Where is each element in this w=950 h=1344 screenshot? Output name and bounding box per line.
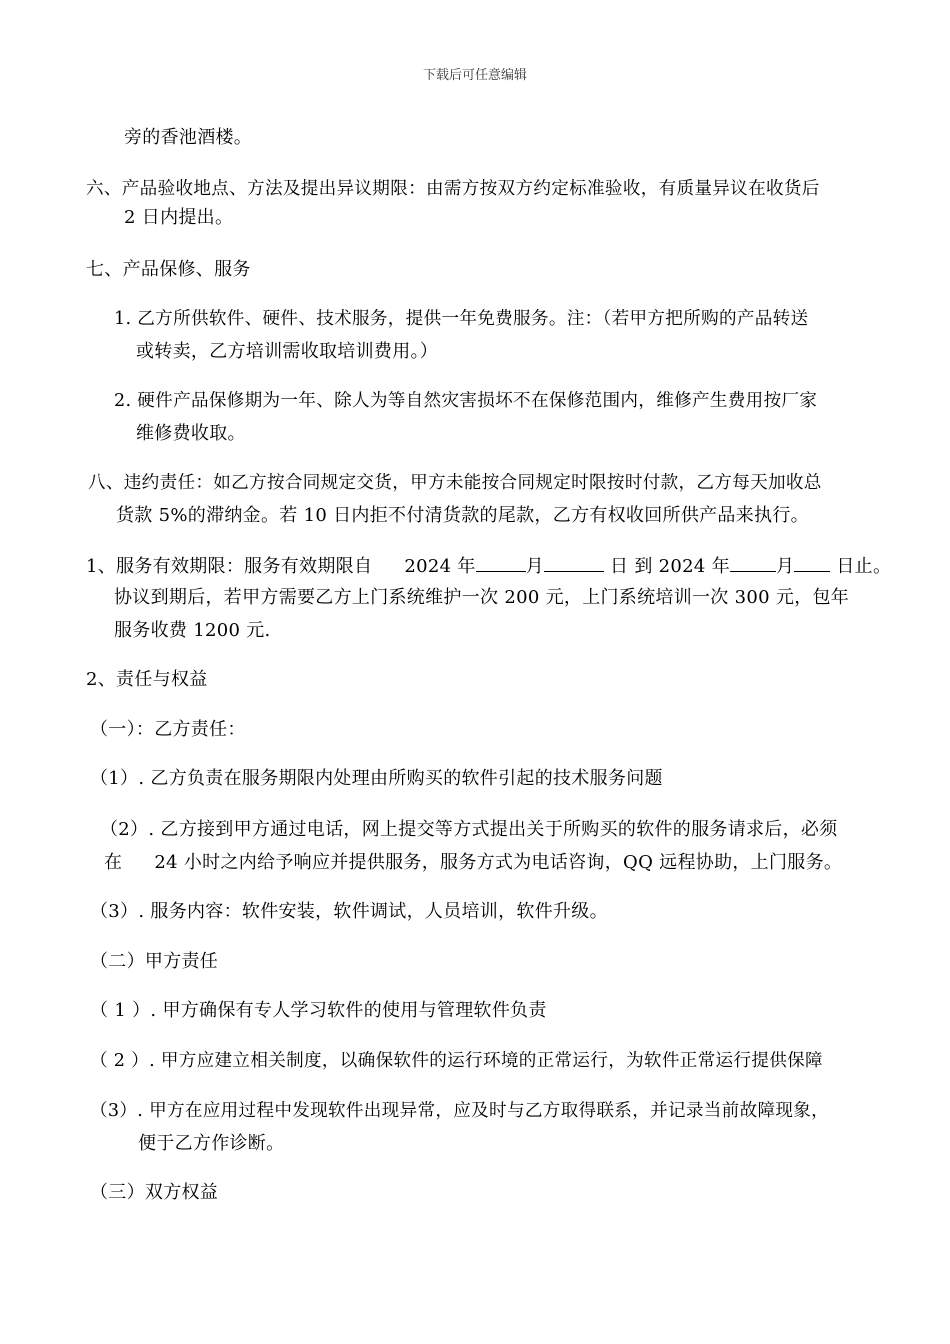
text-line: 协议到期后，若甲方需要乙方上门系统维护一次 200 元，上门系统培训一次 300 元，包年	[114, 587, 850, 608]
list-item: （2）. 乙方接到甲方通过电话，网上提交等方式提出关于所购买的软件的服务请求后，必须	[100, 819, 838, 840]
month-label: 月	[776, 556, 795, 577]
text-line: 或转卖，乙方培训需收取培训费用。）	[136, 341, 439, 362]
text-fragment: 在	[104, 852, 123, 873]
list-item-7-2: 2. 硬件产品保修期为一年、除人为等自然灾害损坏不在保修范围内，维修产生费用按厂家	[114, 391, 818, 411]
text-line: 旁的香池酒楼。	[124, 127, 253, 148]
start-day-blank[interactable]	[544, 553, 604, 572]
start-month-blank[interactable]	[476, 553, 526, 572]
text-line: 便于乙方作诊断。	[138, 1133, 285, 1154]
end-day-blank[interactable]	[794, 553, 830, 572]
text-fragment: 24 小时之内给予响应并提供服务，服务方式为电话咨询，QQ 远程协助，上门服务。	[154, 852, 843, 873]
service-period-end-year: 日 到 2024 年	[610, 556, 730, 577]
subsection-heading: （二）甲方责任	[90, 951, 219, 972]
text-line: 维修费收取。	[136, 423, 246, 444]
list-item: （1）. 乙方负责在服务期限内处理由所购买的软件引起的技术服务问题	[90, 768, 663, 789]
text-line	[104, 851, 842, 875]
subsection-heading: （三）双方权益	[90, 1182, 219, 1203]
service-period-label: 1、服务有效期限：服务有效期限自	[86, 556, 373, 577]
end-label: 日止。	[836, 556, 892, 577]
service-period-start-year: 2024 年	[404, 556, 476, 577]
list-item: （ 2 ）. 甲方应建立相关制度，以确保软件的运行环境的正常运行，为软件正常运行提供保障	[90, 1051, 823, 1071]
section-8-heading: 八、违约责任：如乙方按合同规定交货，甲方未能按合同规定时限按时付款，乙方每天加收总	[88, 473, 822, 493]
list-item: （ 1 ）. 甲方确保有专人学习软件的使用与管理软件负责	[90, 1000, 547, 1021]
list-item: （3）. 甲方在应用过程中发现软件出现异常，应及时与乙方取得联系，并记录当前故障现象，	[90, 1101, 830, 1121]
text-line: 服务收费 1200 元.	[114, 620, 271, 641]
list-item-7-1: 1. 乙方所供软件、硬件、技术服务，提供一年免费服务。注：（若甲方把所购的产品转送	[114, 309, 809, 329]
page-header-note: 下载后可任意编辑	[422, 68, 527, 83]
end-month-blank[interactable]	[730, 553, 776, 572]
section-2-heading: 2、责任与权益	[86, 669, 208, 690]
service-period-line	[86, 553, 891, 579]
text-line: 货款 5%的滞纳金。若 10 日内拒不付清货款的尾款，乙方有权收回所供产品来执行。	[116, 505, 809, 526]
text-line: 2 日内提出。	[124, 207, 234, 228]
month-label: 月	[525, 556, 544, 577]
subsection-heading: （一）：乙方责任：	[90, 719, 246, 740]
list-item: （3）. 服务内容：软件安装，软件调试，人员培训，软件升级。	[90, 901, 608, 922]
section-7-heading: 七、产品保修、服务	[86, 259, 251, 280]
section-6-heading: 六、产品验收地点、方法及提出异议期限：由需方按双方约定标准验收，有质量异议在收货后	[86, 179, 820, 199]
